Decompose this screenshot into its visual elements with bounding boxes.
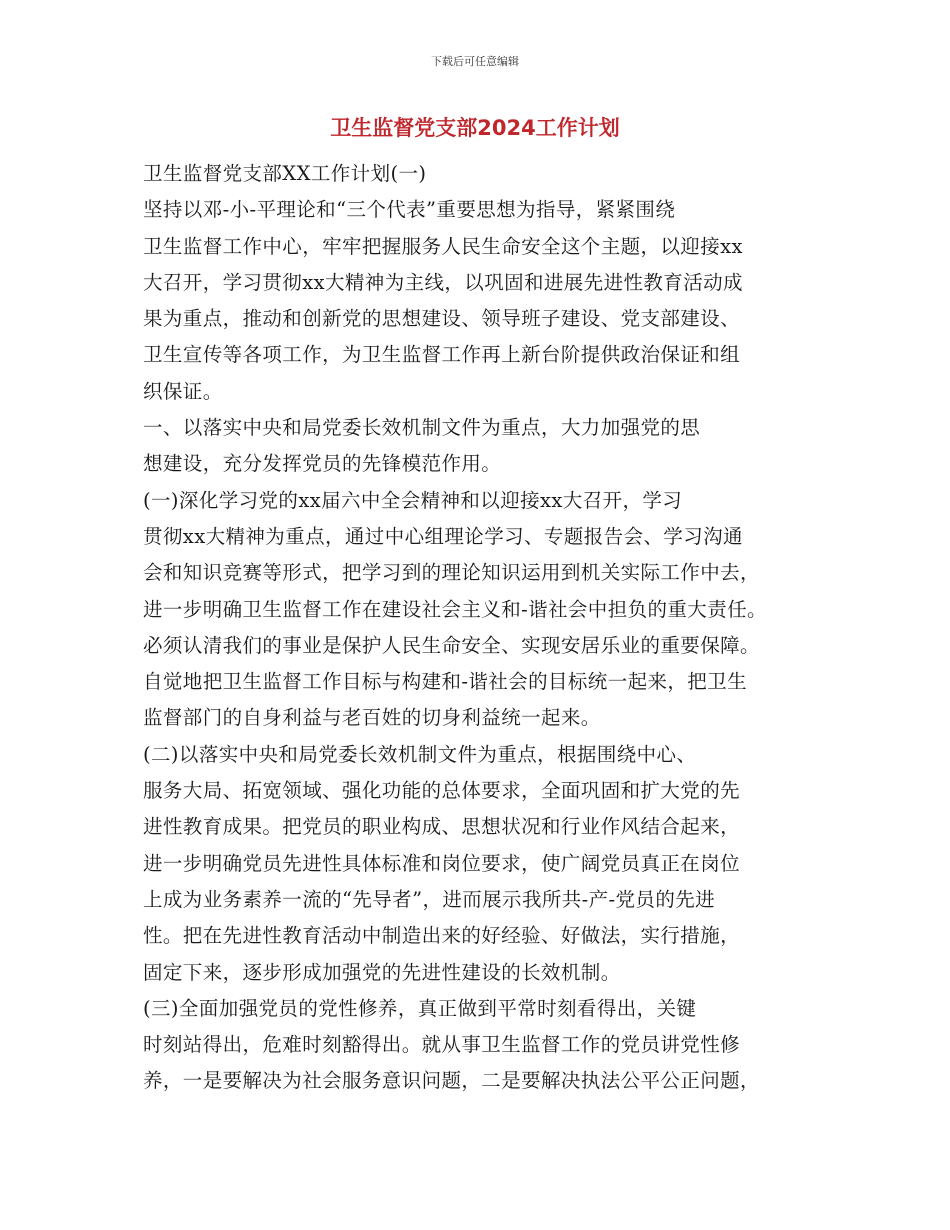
body-line: 性。把在先进性教育活动中制造出来的好经验、好做法，实行措施， [143,924,741,948]
body-line: 卫生监督工作中心，牢牢把握服务人民生命安全这个主题，以迎接xx [143,234,743,258]
body-line: 卫生监督党支部XX工作计划(一) [143,162,427,185]
header-note: 下载后可任意编辑 [431,55,519,68]
body-line: 贯彻xx大精神为重点，通过中心组理论学习、专题报告会、学习沟通 [143,524,743,548]
body-line: 一、以落实中央和局党委长效机制文件为重点，大力加强党的思 [143,416,701,440]
document-title: 卫生监督党支部2024工作计划 [330,116,620,140]
body-line: 织保证。 [143,379,223,403]
body-line: 时刻站得出，危难时刻豁得出。就从事卫生监督工作的党员讲党性修 [143,1033,741,1057]
body-line: 进一步明确卫生监督工作在建设社会主义和-谐社会中担负的重大责任。 [143,597,767,621]
body-line: 服务大局、拓宽领域、强化功能的总体要求，全面巩固和扩大党的先 [143,779,741,803]
body-line: (三)全面加强党员的党性修养，真正做到平常时刻看得出，关键 [143,996,697,1020]
body-line: 养，一是要解决为社会服务意识问题，二是要解决执法公平公正问题， [143,1069,760,1093]
body-line: 大召开，学习贯彻xx大精神为主线，以巩固和进展先进性教育活动成 [143,270,743,294]
body-line: (一)深化学习党的xx届六中全会精神和以迎接xx大召开，学习 [143,488,683,512]
body-line: 固定下来，逐步形成加强党的先进性建设的长效机制。 [143,960,621,984]
body-line: 坚持以邓-小-平理论和“三个代表”重要思想为指导，紧紧围绕 [143,198,676,222]
body-line: (二)以落实中央和局党委长效机制文件为重点，根据围绕中心、 [143,742,697,766]
body-line: 卫生宣传等各项工作，为卫生监督工作再上新台阶提供政治保证和组 [143,343,741,367]
body-line: 上成为业务素养一流的“先导者”，进而展示我所共-产-党员的先进 [143,887,716,911]
body-line: 监督部门的自身利益与老百姓的切身利益统一起来。 [143,706,601,730]
body-line: 会和知识竞赛等形式，把学习到的理论知识运用到机关实际工作中去， [143,561,760,585]
document-body [143,156,823,1100]
body-line: 自觉地把卫生监督工作目标与构建和-谐社会的目标统一起来，把卫生 [143,670,747,694]
body-line: 必须认清我们的事业是保护人民生命安全、实现安居乐业的重要保障。 [143,633,760,657]
body-line: 进性教育成果。把党员的职业构成、思想状况和行业作风结合起来， [143,815,741,839]
body-line: 果为重点，推动和创新党的思想建设、领导班子建设、党支部建设、 [143,307,741,331]
body-line: 想建设，充分发挥党员的先锋模范作用。 [143,452,502,476]
body-line: 进一步明确党员先进性具体标准和岗位要求，使广阔党员真正在岗位 [143,851,741,875]
